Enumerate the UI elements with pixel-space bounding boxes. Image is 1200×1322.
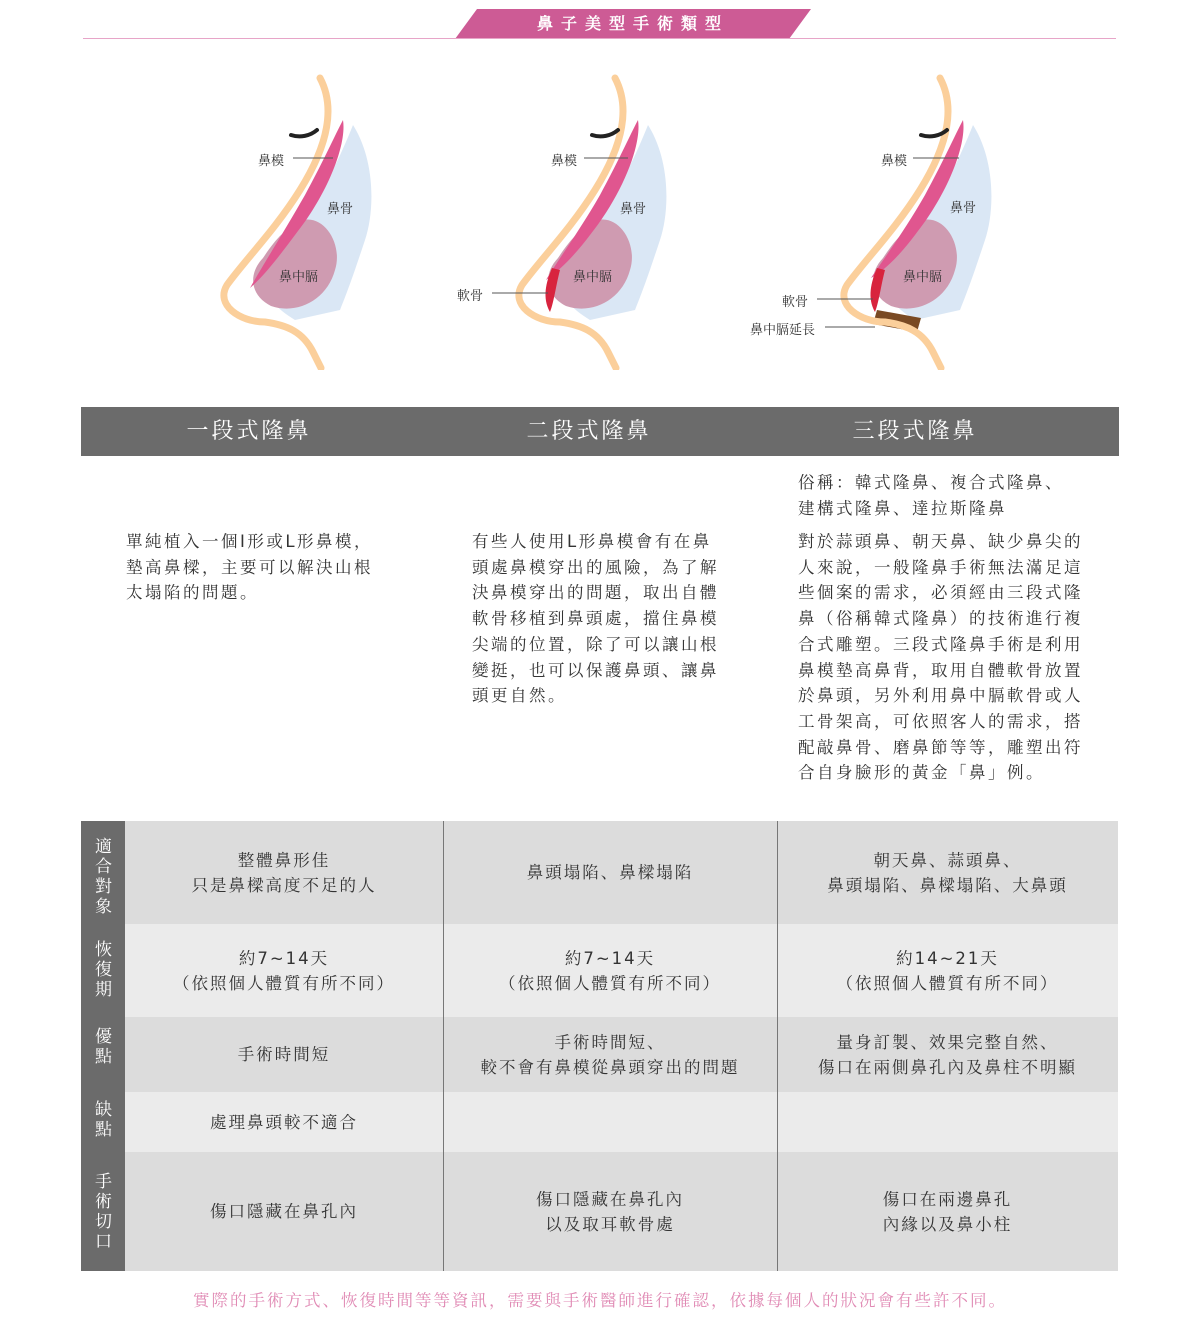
description-three-stage-alias — [798, 470, 1064, 521]
banner-title: 鼻子美型手術類型 — [536, 14, 729, 33]
desc-line: 尖端的位置，除了可以讓山根 — [472, 634, 719, 654]
desc-line: 俗稱：韓式隆鼻、複合式隆鼻、 — [798, 473, 1064, 492]
label-septum: 鼻中膈 — [279, 270, 319, 285]
label-implant: 鼻模 — [881, 154, 908, 169]
diagram-three-stage — [745, 70, 1105, 370]
table-cell — [443, 1092, 777, 1152]
comparison-table — [81, 821, 1118, 1271]
label-implant: 鼻模 — [551, 154, 578, 169]
table-cell: 手術時間短 — [237, 1045, 331, 1064]
desc-line: 對於蒜頭鼻、朝天鼻、缺少鼻尖的 — [798, 532, 1083, 551]
type-two-stage: 二段式隆鼻 — [526, 419, 652, 444]
label-septum: 鼻中膈 — [573, 270, 613, 285]
desc-line: 建構式隆鼻、達拉斯隆鼻 — [798, 498, 1007, 518]
desc-line: 鼻（俗稱韓式隆鼻）的技術進行複 — [798, 609, 1083, 629]
label-bone: 鼻骨 — [327, 202, 354, 217]
label-extension: 鼻中膈延長 — [750, 323, 816, 338]
table-cell: 鼻頭塌陷、鼻樑塌陷 — [526, 863, 694, 882]
desc-line: 變挺，也可以保護鼻頭、讓鼻 — [472, 660, 719, 680]
desc-line: 工骨架高，可依照客人的需求，搭 — [798, 711, 1083, 731]
label-septum: 鼻中膈 — [903, 270, 943, 285]
table-row-suitable — [81, 821, 1118, 924]
description-two-stage — [472, 529, 719, 709]
desc-line: 單純植入一個I形或L形鼻模， — [126, 532, 374, 551]
desc-line: 墊高鼻樑，主要可以解決山根 — [126, 557, 373, 577]
table-cell: 處理鼻頭較不適合 — [210, 1112, 358, 1132]
row-header — [81, 924, 125, 1017]
row-header — [81, 821, 125, 924]
label-cartilage: 軟骨 — [782, 295, 809, 310]
type-header-bar — [81, 407, 1119, 456]
table-cell: 傷口在兩邊鼻孔 內緣以及鼻小柱 — [882, 1189, 1013, 1234]
label-bone: 鼻骨 — [620, 202, 647, 217]
desc-line: 配敲鼻骨、磨鼻節等等，雕塑出符 — [798, 737, 1083, 757]
top-divider — [83, 38, 1116, 39]
table-cell: 手術時間短、 較不會有鼻模從鼻頭穿出的問題 — [480, 1032, 740, 1077]
row-header — [81, 1152, 125, 1271]
type-one-stage: 一段式隆鼻 — [186, 419, 312, 444]
row-header-label: 優點 — [95, 1027, 112, 1067]
desc-line: 決鼻模穿出的問題，取出自體 — [472, 583, 719, 603]
description-one-stage — [126, 529, 373, 606]
table-cell: 朝天鼻、蒜頭鼻、 鼻頭塌陷、鼻樑塌陷、大鼻頭 — [827, 850, 1068, 895]
table-cell: 約14~21天 （依照個人體質有所不同） — [836, 948, 1059, 993]
table-row-advantages — [81, 1017, 1118, 1092]
description-three-stage — [798, 529, 1083, 786]
eye-lash — [592, 130, 618, 136]
title-banner — [455, 9, 811, 39]
row-header — [81, 1017, 125, 1092]
desc-line: 有些人使用L形鼻模會有在鼻 — [472, 532, 712, 551]
desc-line: 人來說，一般隆鼻手術無法滿足這 — [798, 557, 1083, 577]
table-cell: 傷口隱藏在鼻孔內 — [210, 1202, 358, 1221]
label-cartilage: 軟骨 — [457, 289, 484, 304]
desc-line: 頭更自然。 — [472, 686, 567, 706]
type-three-stage: 三段式隆鼻 — [852, 419, 978, 444]
row-header-label: 手術切口 — [95, 1172, 112, 1252]
table-row-recovery — [81, 924, 1118, 1017]
desc-line: 於鼻頭，另外利用鼻中膈軟骨或人 — [798, 686, 1083, 706]
column-divider — [443, 821, 444, 1271]
desc-line: 合式雕塑。三段式隆鼻手術是利用 — [798, 634, 1083, 654]
table-cell: 傷口隱藏在鼻孔內 以及取耳軟骨處 — [536, 1189, 684, 1234]
table-cell: 約7~14天 （依照個人體質有所不同） — [173, 948, 395, 993]
row-header-label: 恢復期 — [95, 940, 112, 1000]
table-cell: 整體鼻形佳 只是鼻樑高度不足的人 — [191, 850, 377, 895]
table-row-disadvantages — [81, 1092, 1118, 1152]
table-row-incision — [81, 1152, 1118, 1271]
row-header — [81, 1092, 125, 1152]
desc-line: 頭處鼻模穿出的風險，為了解 — [472, 557, 719, 577]
table-cell — [777, 1092, 1118, 1152]
table-cell: 量身訂製、效果完整自然、 傷口在兩側鼻孔內及鼻柱不明顯 — [818, 1032, 1077, 1077]
label-bone: 鼻骨 — [950, 201, 977, 216]
column-divider — [777, 821, 778, 1271]
row-header-label: 適合對象 — [95, 837, 112, 917]
eye-lash — [291, 130, 317, 136]
desc-line: 鼻模墊高鼻背，取用自體軟骨放置 — [798, 660, 1083, 680]
label-implant: 鼻模 — [258, 154, 285, 169]
desc-line: 太塌陷的問題。 — [126, 583, 259, 603]
desc-line: 合自身臉形的黃金「鼻」例。 — [798, 763, 1045, 783]
table-cell: 約7~14天 （依照個人體質有所不同） — [499, 948, 721, 993]
desc-line: 些個案的需求，必須經由三段式隆 — [798, 583, 1083, 603]
footer-note: 實際的手術方式、恢復時間等等資訊，需要與手術醫師進行確認，依據每個人的狀況會有些許不同。 — [193, 1291, 1007, 1310]
row-header-label: 缺點 — [95, 1100, 112, 1140]
desc-line: 軟骨移植到鼻頭處，擋住鼻模 — [472, 609, 719, 629]
